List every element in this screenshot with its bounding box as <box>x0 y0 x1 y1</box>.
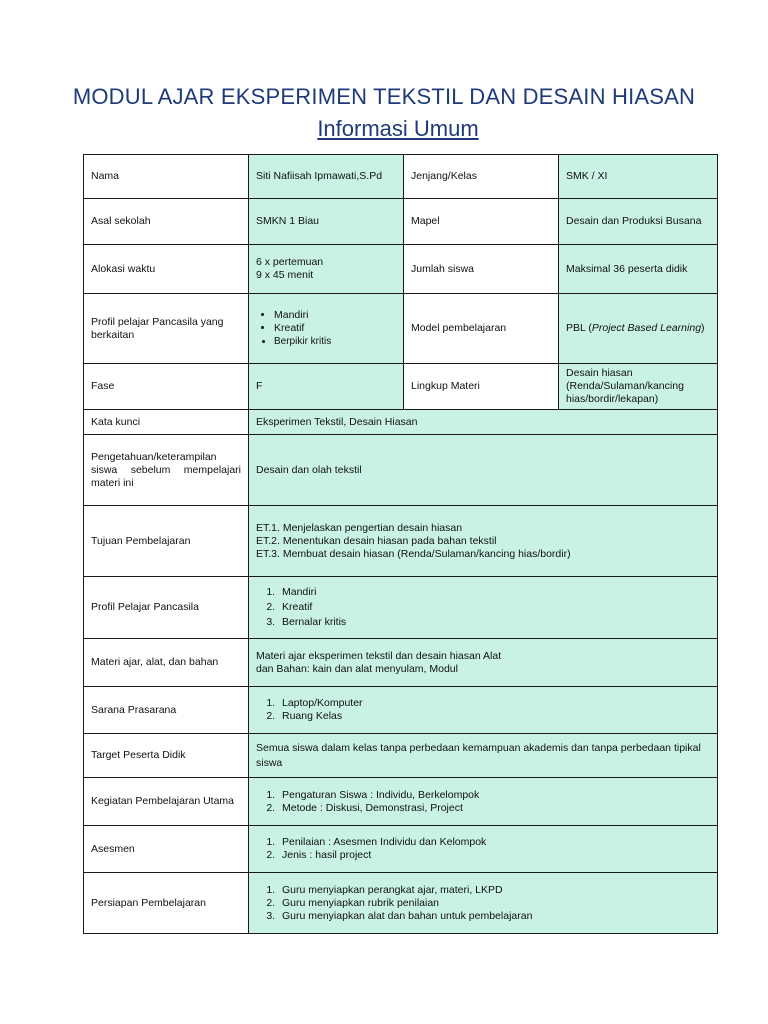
value-cell <box>249 245 404 294</box>
label-cell: Asesmen <box>84 826 249 873</box>
label-cell: Target Peserta Didik <box>84 734 249 778</box>
table-row <box>84 778 718 826</box>
value-cell <box>249 639 718 687</box>
label-cell: Kegiatan Pembelajaran Utama <box>84 778 249 826</box>
label-cell: Asal sekolah <box>84 199 249 245</box>
label-cell: Profil Pelajar Pancasila <box>84 577 249 639</box>
objective-line: ET.3. Membuat desain hiasan (Renda/Sulaman/kancing hias/bordir) <box>256 547 571 560</box>
label-cell: Profil pelajar Pancasila yang berkaitan <box>84 294 249 364</box>
value-line: 9 x 45 menit <box>256 269 314 281</box>
label-cell: Lingkup Materi <box>404 364 559 410</box>
value-cell <box>249 294 404 364</box>
value-cell <box>249 778 718 826</box>
value-cell: SMK / XI <box>559 155 718 199</box>
value-cell: SMKN 1 Biau <box>249 199 404 245</box>
label-cell: Pengetahuan/keterampilan siswa sebelum mempelajari materi ini <box>84 435 249 506</box>
table-row <box>84 199 718 245</box>
label-cell: Jenjang/Kelas <box>404 155 559 199</box>
table-row <box>84 155 718 199</box>
value-text: ) <box>701 322 705 334</box>
value-cell: Eksperimen Tekstil, Desain Hiasan <box>249 410 718 435</box>
table-row <box>84 245 718 294</box>
label-cell: Materi ajar, alat, dan bahan <box>84 639 249 687</box>
table-row <box>84 364 718 410</box>
label-cell: Jumlah siswa <box>404 245 559 294</box>
list-item: • Mandiri <box>274 309 396 322</box>
value-line: 6 x pertemuan <box>256 256 324 268</box>
document-title: MODUL AJAR EKSPERIMEN TEKSTIL DAN DESAIN HIASAN <box>72 84 696 109</box>
value-cell <box>559 294 718 364</box>
list-item: • Berpikir kritis <box>274 335 396 348</box>
label-cell: Persiapan Pembelajaran <box>84 873 249 934</box>
section-subtitle: Informasi Umum <box>317 116 479 141</box>
value-cell: Desain hiasan (Renda/Sulaman/kancing hias/bordir/lekapan) <box>559 364 718 410</box>
list-item: 2. Ruang Kelas <box>278 710 710 723</box>
value-cell: Siti Nafiisah Ipmawati,S.Pd <box>249 155 404 199</box>
label-cell: Fase <box>84 364 249 410</box>
label-cell: Alokasi waktu <box>84 245 249 294</box>
value-cell: Semua siswa dalam kelas tanpa perbedaan kemampuan akademis dan tanpa perbedaan tipikal siswa <box>249 734 718 778</box>
table-row <box>84 435 718 506</box>
value-cell: F <box>249 364 404 410</box>
value-text: Materi ajar eksperimen tekstil dan desain hiasan Alat dan Bahan: kain dan alat menyulam, Modul <box>256 649 502 675</box>
table-row <box>84 734 718 778</box>
list-item: 1. Pengaturan Siswa : Individu, Berkelompok <box>278 789 710 802</box>
numbered-list <box>256 884 710 923</box>
bullet-list <box>256 309 396 348</box>
label-cell: Mapel <box>404 199 559 245</box>
list-item: • Kreatif <box>274 322 396 335</box>
list-item: 1. Penilaian : Asesmen Individu dan Kelompok <box>278 836 710 849</box>
table-row <box>84 294 718 364</box>
numbered-list <box>256 789 710 815</box>
list-item: 2. Guru menyiapkan rubrik penilaian <box>278 897 710 910</box>
list-item: 2. Jenis : hasil project <box>278 849 710 862</box>
table-row <box>84 687 718 734</box>
value-cell <box>249 687 718 734</box>
table-row <box>84 826 718 873</box>
table-row <box>84 577 718 639</box>
list-item: 1. Mandiri <box>278 585 710 600</box>
list-item: 3. Guru menyiapkan alat dan bahan untuk pembelajaran <box>278 910 710 923</box>
list-item: 1. Guru menyiapkan perangkat ajar, materi, LKPD <box>278 884 710 897</box>
value-cell <box>249 577 718 639</box>
numbered-list <box>256 585 710 630</box>
value-text: PBL ( <box>566 322 592 334</box>
numbered-list <box>256 697 710 723</box>
label-cell: Kata kunci <box>84 410 249 435</box>
value-emphasis: Project Based Learning <box>591 322 702 334</box>
value-cell <box>249 506 718 577</box>
value-cell: Desain dan olah tekstil <box>249 435 718 506</box>
objective-line: ET.2. Menentukan desain hiasan pada bahan tekstil <box>256 534 497 547</box>
list-item: 2. Metode : Diskusi, Demonstrasi, Project <box>278 802 710 815</box>
value-cell <box>249 873 718 934</box>
table-row <box>84 506 718 577</box>
table-row <box>84 639 718 687</box>
table-row <box>84 873 718 934</box>
list-item: 2. Kreatif <box>278 600 710 615</box>
numbered-list <box>256 836 710 862</box>
label-cell: Nama <box>84 155 249 199</box>
list-item: 1. Laptop/Komputer <box>278 697 710 710</box>
info-table <box>83 154 718 934</box>
label-cell: Tujuan Pembelajaran <box>84 506 249 577</box>
label-cell: Model pembelajaran <box>404 294 559 364</box>
value-cell <box>249 826 718 873</box>
value-cell: Maksimal 36 peserta didik <box>559 245 718 294</box>
table-row <box>84 410 718 435</box>
objective-line: ET.1. Menjelaskan pengertian desain hiasan <box>256 521 463 534</box>
label-cell: Sarana Prasarana <box>84 687 249 734</box>
value-cell: Desain dan Produksi Busana <box>559 199 718 245</box>
list-item: 3. Bernalar kritis <box>278 615 710 630</box>
